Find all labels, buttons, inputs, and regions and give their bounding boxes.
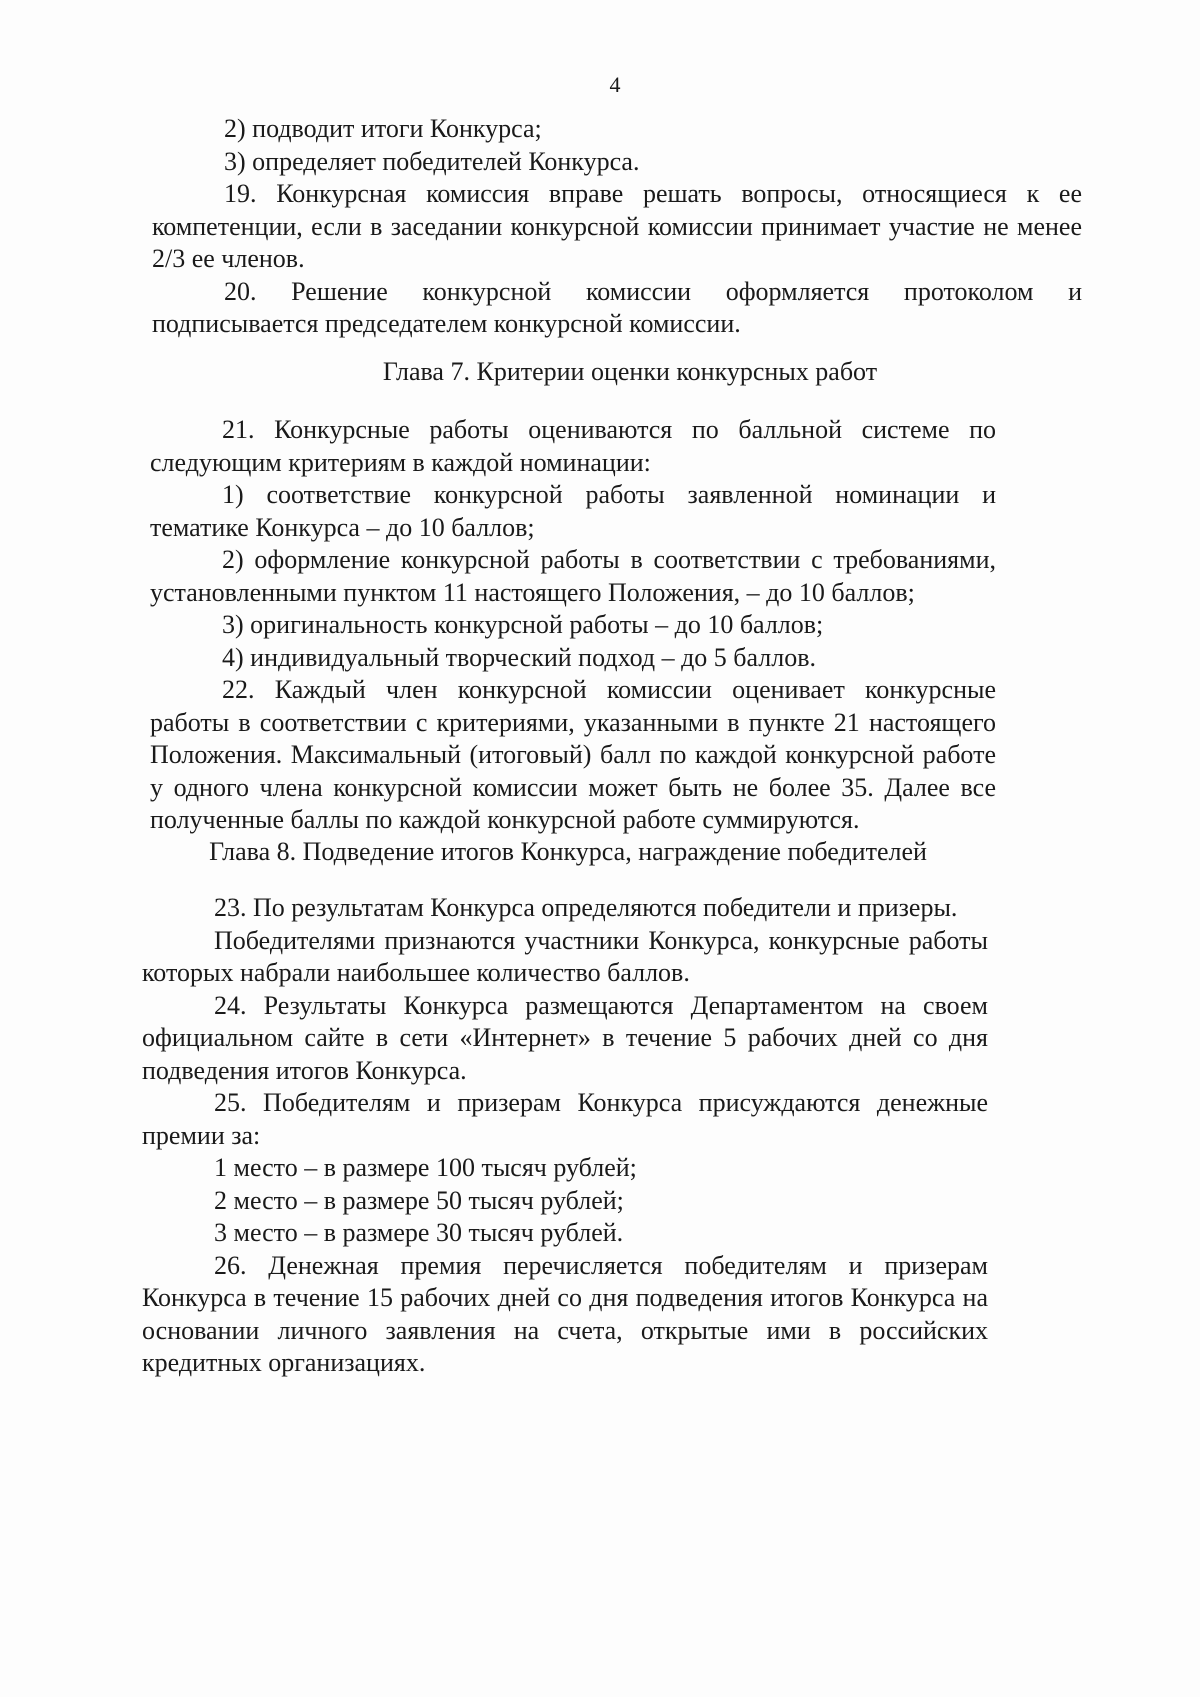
section-commission-duties <box>152 113 1082 341</box>
paragraph-24: 24. Результаты Конкурса размещаются Департаментом на своем официальном сайте в сети «Интернет» в течение 5 рабочих дней со дня подведения итогов Конкурса. <box>142 990 988 1085</box>
section-chapter-7 <box>150 414 996 837</box>
paragraph-26: 26. Денежная премия перечисляется победителям и призерам Конкурса в течение 15 рабочих дней со дня подведения итогов Конкурса на основании личного заявления на счета, открытые ими в российских кредитных организациях. <box>142 1250 988 1377</box>
prize-item: 1 место – в размере 100 тысяч рублей; <box>214 1153 637 1182</box>
prize-item: 2 место – в размере 50 тысяч рублей; <box>214 1185 624 1215</box>
criterion-1: 1) соответствие конкурсной работы заявленной номинации и тематике Конкурса – до 10 баллов; <box>150 480 996 542</box>
chapter-8-title: Глава 8. Подведение итогов Конкурса, награждение победителей <box>209 837 927 866</box>
paragraph-21: 21. Конкурсные работы оцениваются по балльной системе по следующим критериям в каждой номинации: <box>150 415 996 477</box>
chapter-7-title: Глава 7. Критерии оценки конкурсных работ <box>382 357 878 386</box>
list-item: 3) определяет победителей Конкурса. <box>224 146 640 176</box>
page-number: 4 <box>609 72 621 97</box>
list-item: 2) подводит итоги Конкурса; <box>224 114 542 143</box>
criterion-2: 2) оформление конкурсной работы в соответствии с требованиями, установленными пунктом 11 настоящего Положения, – до 10 баллов; <box>150 545 996 607</box>
paragraph-23-winners: Победителями признаются участники Конкурса, конкурсные работы которых набрали наибольшее количество баллов. <box>142 925 988 987</box>
paragraph-19: 19. Конкурсная комиссия вправе решать вопросы, относящиеся к ее компетенции, если в заседании конкурсной комиссии принимает участие не менее 2/3 ее членов. <box>152 179 1082 273</box>
paragraph-20: 20. Решение конкурсной комиссии оформляется протоколом и подписывается председателем конкурсной комиссии. <box>152 276 1082 338</box>
prize-item: 3 место – в размере 30 тысяч рублей. <box>214 1218 624 1247</box>
paragraph-23: 23. По результатам Конкурса определяются победители и призеры. <box>214 893 958 922</box>
criterion-3: 3) оригинальность конкурсной работы – до 10 баллов; <box>222 610 824 639</box>
section-chapter-8 <box>142 892 988 1380</box>
paragraph-22: 22. Каждый член конкурсной комиссии оценивает конкурсные работы в соответствии с критериями, указанными в пункте 21 настоящего Положения. Максимальный (итоговый) балл по каждой конкурсной работе у одного члена конкурсной комиссии может быть не более 35. Далее все полученные баллы по каждой конкурсной работе суммируются. <box>150 675 996 834</box>
criterion-4: 4) индивидуальный творческий подход – до 5 баллов. <box>222 642 817 672</box>
paragraph-25: 25. Победителям и призерам Конкурса присуждаются денежные премии за: <box>142 1088 988 1150</box>
